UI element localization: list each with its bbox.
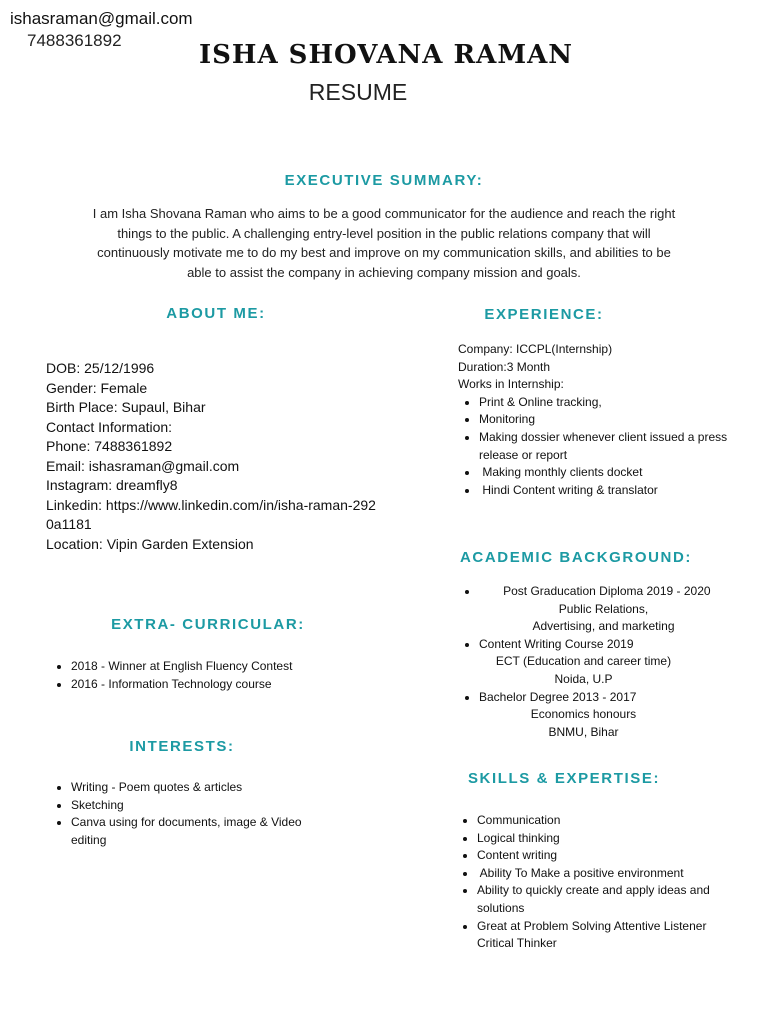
list-item: • Logical thinking bbox=[477, 830, 746, 848]
executive-summary-heading: EXECUTIVE SUMMARY: bbox=[284, 172, 484, 189]
list-item: • Writing - Poem quotes & articles bbox=[71, 779, 330, 797]
extra-curricular-section bbox=[50, 658, 350, 693]
candidate-name: ISHA SHOVANA RAMAN bbox=[198, 40, 574, 70]
skills-list bbox=[456, 812, 746, 953]
about-line: Location: Vipin Garden Extension bbox=[46, 535, 254, 552]
skills-heading: SKILLS & EXPERTISE: bbox=[467, 770, 661, 787]
list-item: • Communication bbox=[477, 812, 746, 830]
list-item: • Hindi Content writing & translator bbox=[479, 482, 758, 500]
about-me-heading: ABOUT ME: bbox=[166, 305, 266, 322]
experience-company: Company: ICCPL(Internship) bbox=[458, 342, 613, 356]
about-line: Phone: 7488361892 bbox=[46, 438, 173, 454]
contact-email: ishasraman@gmail.com bbox=[10, 9, 193, 28]
list-item: • Making dossier whenever client issued a press release or report bbox=[479, 429, 758, 464]
list-item: • Making monthly clients docket bbox=[479, 464, 758, 482]
extra-curricular-heading: EXTRA- CURRICULAR: bbox=[111, 616, 305, 633]
about-line: Birth Place: Supaul, Bihar bbox=[46, 399, 206, 415]
about-line: Contact Information: bbox=[46, 418, 173, 435]
contact-phone: 7488361892 bbox=[27, 31, 122, 50]
list-item bbox=[479, 583, 758, 636]
academic-detail: BNMU, Bihar bbox=[548, 724, 619, 739]
about-line: DOB: 25/12/1996 bbox=[46, 360, 155, 376]
interests-heading: INTERESTS: bbox=[129, 738, 235, 755]
document-subtitle: RESUME bbox=[308, 79, 408, 105]
academic-heading: ACADEMIC BACKGROUND: bbox=[460, 549, 692, 566]
list-item: • Ability To Make a positive environment bbox=[477, 865, 746, 883]
academic-list bbox=[458, 583, 758, 741]
experience-section bbox=[458, 341, 758, 499]
interests-list bbox=[50, 779, 330, 849]
extra-curricular-list bbox=[50, 658, 350, 693]
experience-list bbox=[458, 394, 758, 500]
experience-works-label: Works in Internship: bbox=[458, 377, 564, 392]
academic-section bbox=[458, 583, 758, 741]
list-item: • Sketching bbox=[71, 797, 330, 815]
list-item: • Monitoring bbox=[479, 411, 758, 429]
list-item: • 2016 - Information Technology course bbox=[71, 676, 350, 694]
list-item: • Great at Problem Solving Attentive Listener Critical Thinker bbox=[477, 918, 746, 953]
academic-title: Content Writing Course 2019 bbox=[479, 636, 634, 651]
interests-section bbox=[50, 779, 330, 849]
academic-detail: ECT (Education and career time) Noida, U.P bbox=[495, 654, 672, 686]
experience-duration: Duration:3 Month bbox=[458, 359, 551, 374]
list-item bbox=[479, 689, 758, 742]
about-line: Instagram: dreamfly8 bbox=[46, 477, 178, 493]
list-item: • Print & Online tracking, bbox=[479, 394, 758, 412]
list-item: • 2018 - Winner at English Fluency Contest bbox=[71, 658, 350, 676]
academic-title: Bachelor Degree 2013 - 2017 bbox=[479, 689, 637, 704]
about-me-section bbox=[46, 359, 386, 554]
skills-section bbox=[456, 812, 746, 953]
academic-detail: Public Relations, Advertising, and marketing bbox=[532, 601, 675, 634]
about-line: Gender: Female bbox=[46, 379, 148, 396]
executive-summary-text: I am Isha Shovana Raman who aims to be a good communicator for the audience and reach the right things to the public. A challenging entry-level position in the public relations company that will continuously motivate me to do my best and improve on my communication skills, and abilities to be able to assist the company in achieving company mission and goals. bbox=[92, 206, 676, 280]
list-item bbox=[479, 636, 758, 689]
list-item: • Content writing bbox=[477, 847, 746, 865]
experience-heading: EXPERIENCE: bbox=[484, 306, 604, 323]
academic-title: Post Graducation Diploma 2019 - 2020 bbox=[496, 584, 711, 598]
about-line: Email: ishasraman@gmail.com bbox=[46, 457, 240, 474]
list-item: • Canva using for documents, image & Video editing bbox=[71, 814, 330, 849]
about-line: Linkedin: https://www.linkedin.com/in/isha-raman-2920a1181 bbox=[46, 496, 376, 532]
list-item: • Ability to quickly create and apply ideas and solutions bbox=[477, 882, 746, 917]
academic-detail: Economics honours bbox=[530, 707, 637, 722]
